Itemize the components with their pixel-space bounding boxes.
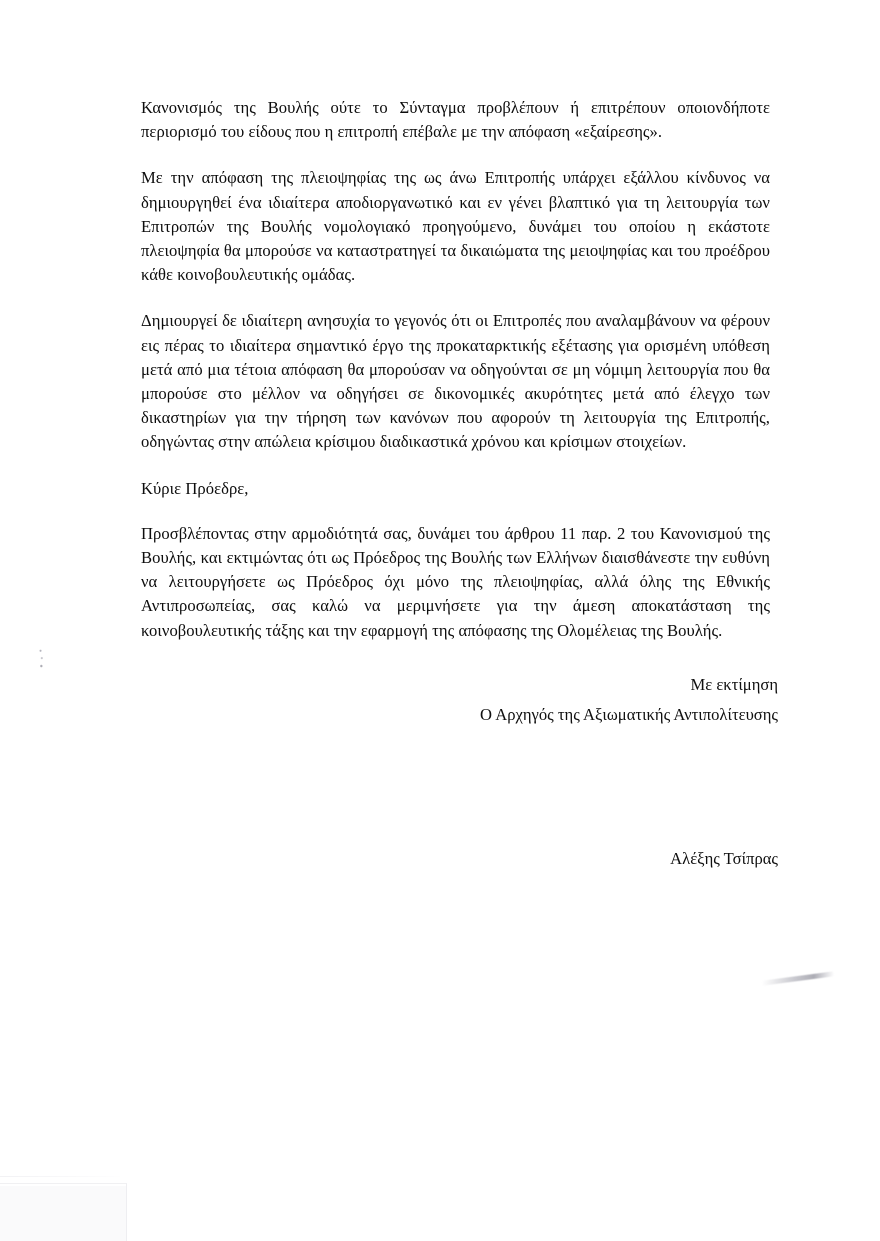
closing-regards: Με εκτίμηση — [690, 675, 778, 694]
signatory-name: Αλέξης Τσίπρας — [670, 849, 778, 868]
scan-corner-edge-artifact — [0, 1176, 120, 1177]
scan-corner-artifact — [0, 1183, 127, 1241]
body-paragraph-1: Κανονισμός της Βουλής ούτε το Σύνταγμα προβλέπουν ή επιτρέπουν οποιονδήποτε περιορισμό του είδους που η επιτροπή επέβαλε με την απόφαση «εξαίρεσης». — [141, 98, 770, 142]
signatory-title: Ο Αρχηγός της Αξιωματικής Αντιπολίτευσης — [480, 705, 778, 725]
body-paragraph-4: Προσβλέποντας στην αρμοδιότητά σας, δυνάμει του άρθρου 11 παρ. 2 του Κανονισμού της Βουλής, και εκτιμώντας ότι ως Πρόεδρος της Βουλής των Ελλήνων διαισθάνεστε την ευθύνη να λειτουργήσετε ως Πρόεδρος όχι μόνο της πλειοψηφίας, αλλά όλης της Εθνικής Αντιπροσωπείας, σας καλώ να μεριμνήσετε για την άμεση αποκατάσταση της κοινοβουλευτικής τάξης και την εφαρμογή της απόφασης της Ολομέλειας της Βουλής. — [141, 523, 770, 640]
body-paragraph-2: Με την απόφαση της πλειοψηφίας της ως άνω Επιτροπής υπάρχει εξάλλου κίνδυνος να δημιουργηθεί ένα ιδιαίτερα αποδιοργανωτικό και εν γένει βλαπτικό για τη λειτουργία των Επιτροπών της Βουλής νομολογιακό προηγούμενο, δυνάμει του οποίου η εκάστοτε πλειοψηφία θα μπορούσε να καταστρατηγεί τα δικαιώματα της μειοψηφίας και του προέδρου κάθε κοινοβουλευτικής ομάδας. — [141, 168, 770, 285]
document-body — [141, 96, 770, 643]
scan-streak-artifact — [762, 971, 834, 985]
signature-block — [141, 673, 778, 727]
scan-speck-artifact — [33, 647, 49, 671]
salutation-line: Κύριε Πρόεδρε, — [141, 478, 249, 498]
body-paragraph-3: Δημιουργεί δε ιδιαίτερη ανησυχία το γεγονός ότι οι Επιτροπές που αναλαμβάνουν να φέρουν εις πέρας το ιδιαίτερα σημαντικό έργο της προκαταρκτικής εξέτασης για ορισμένη υπόθεση μετά από μια τέτοια απόφαση θα μπορούσαν να οδηγούνται σε μη νόμιμη λειτουργία που θα μπορούσε στο μέλλον να οδηγήσει σε δικονομικές ακυρότητες μετά από έλεγχο των δικαστηρίων για την τήρηση των κανόνων που αφορούν τη λειτουργία της Επιτροπής, οδηγώντας στην απώλεια κρίσιμου διαδικαστικά χρόνου και κρίσιμων στοιχείων. — [141, 311, 770, 452]
